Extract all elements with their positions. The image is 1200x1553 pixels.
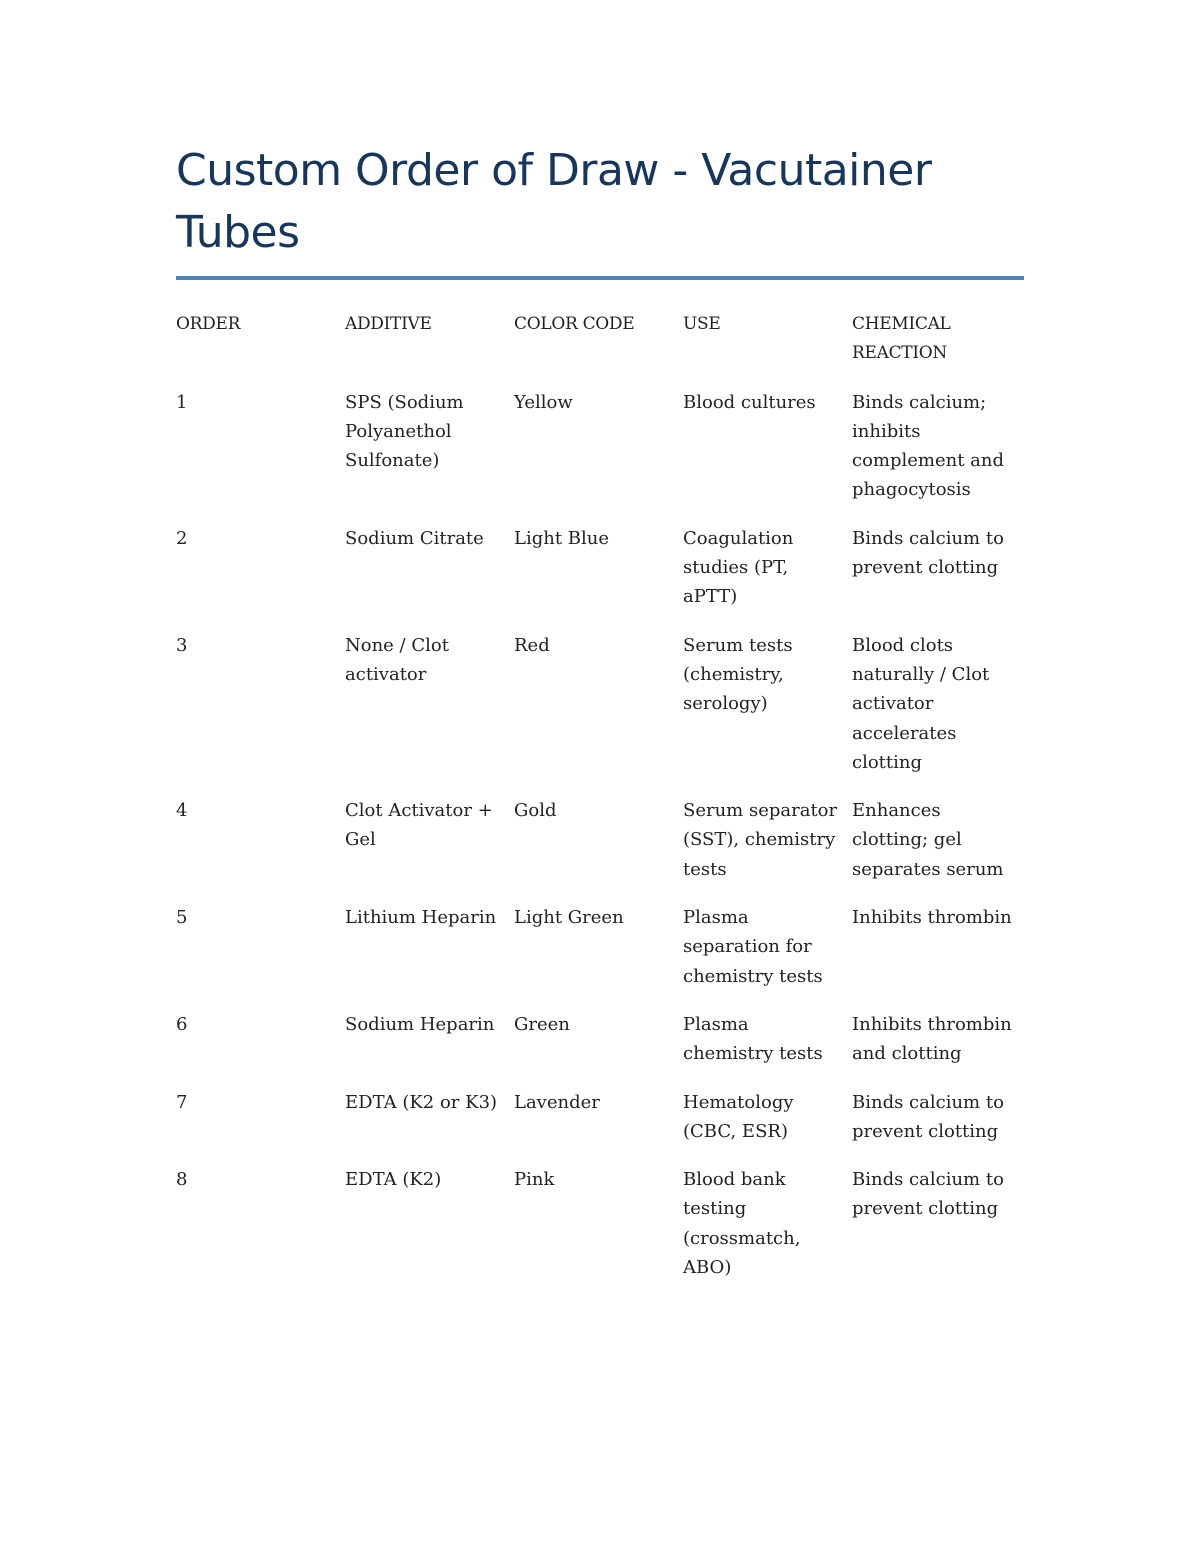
- cell-additive: Sodium Citrate: [345, 527, 484, 549]
- cell-use: Blood bank testing (crossmatch, ABO): [683, 1169, 801, 1279]
- header-order: ORDER: [176, 314, 241, 334]
- cell-color-code: Light Green: [514, 907, 624, 929]
- table-row: [176, 631, 1024, 796]
- cell-chemical-reaction: Binds calcium; inhibits complement and phagocytosis: [852, 391, 1005, 501]
- header-chemical-reaction: CHEMICAL REACTION: [852, 314, 951, 364]
- cell-color-code: Green: [514, 1013, 570, 1035]
- cell-order: 1: [176, 391, 188, 413]
- order-of-draw-table: [176, 310, 1024, 1301]
- cell-color-code: Lavender: [514, 1091, 600, 1113]
- cell-chemical-reaction: Binds calcium to prevent clotting: [852, 1169, 1004, 1220]
- cell-additive: Sodium Heparin: [345, 1013, 495, 1035]
- cell-order: 6: [176, 1013, 188, 1035]
- cell-order: 7: [176, 1091, 188, 1113]
- cell-use: Serum tests (chemistry, serology): [683, 634, 793, 715]
- cell-chemical-reaction: Enhances clotting; gel separates serum: [852, 800, 1004, 880]
- table-row: [176, 796, 1024, 903]
- header-use: USE: [683, 314, 721, 334]
- cell-order: 4: [176, 800, 188, 822]
- cell-chemical-reaction: Inhibits thrombin and clotting: [852, 1013, 1012, 1065]
- table-row: [176, 903, 1024, 1010]
- document-title: Custom Order of Draw - Vacutainer Tubes: [176, 145, 932, 258]
- cell-additive: None / Clot activator: [345, 634, 449, 685]
- table-row: [176, 524, 1024, 631]
- cell-use: Coagulation studies (PT, aPTT): [683, 527, 794, 608]
- cell-color-code: Gold: [514, 800, 557, 822]
- table-row: [176, 1088, 1024, 1166]
- cell-additive: SPS (Sodium Polyanethol Sulfonate): [345, 391, 464, 472]
- cell-use: Plasma chemistry tests: [683, 1013, 823, 1065]
- cell-additive: Clot Activator + Gel: [345, 800, 493, 851]
- cell-additive: Lithium Heparin: [345, 907, 497, 929]
- header-color-code: COLOR CODE: [514, 314, 635, 334]
- cell-order: 3: [176, 634, 188, 656]
- table-row: [176, 1165, 1024, 1301]
- table-row: [176, 1010, 1024, 1088]
- cell-color-code: Pink: [514, 1169, 555, 1191]
- cell-use: Serum separator (SST), chemistry tests: [683, 800, 838, 880]
- cell-use: Hematology (CBC, ESR): [683, 1091, 794, 1142]
- cell-use: Plasma separation for chemistry tests: [683, 907, 823, 987]
- table-header-row: [176, 310, 1024, 388]
- cell-order: 8: [176, 1169, 188, 1191]
- cell-order: 2: [176, 527, 188, 549]
- cell-use: Blood cultures: [683, 391, 816, 413]
- cell-additive: EDTA (K2 or K3): [345, 1091, 498, 1113]
- cell-order: 5: [176, 907, 188, 929]
- cell-color-code: Yellow: [514, 391, 573, 413]
- cell-chemical-reaction: Blood clots naturally / Clot activator accelerates clotting: [852, 634, 990, 773]
- cell-additive: EDTA (K2): [345, 1169, 442, 1191]
- document-page: [176, 140, 1024, 1301]
- table-row: [176, 388, 1024, 524]
- cell-color-code: Red: [514, 634, 550, 656]
- cell-chemical-reaction: Binds calcium to prevent clotting: [852, 1091, 1004, 1142]
- title-underline: [176, 276, 1024, 280]
- cell-chemical-reaction: Inhibits thrombin: [852, 907, 1012, 929]
- header-additive: ADDITIVE: [345, 314, 432, 334]
- cell-color-code: Light Blue: [514, 527, 610, 549]
- cell-chemical-reaction: Binds calcium to prevent clotting: [852, 527, 1004, 579]
